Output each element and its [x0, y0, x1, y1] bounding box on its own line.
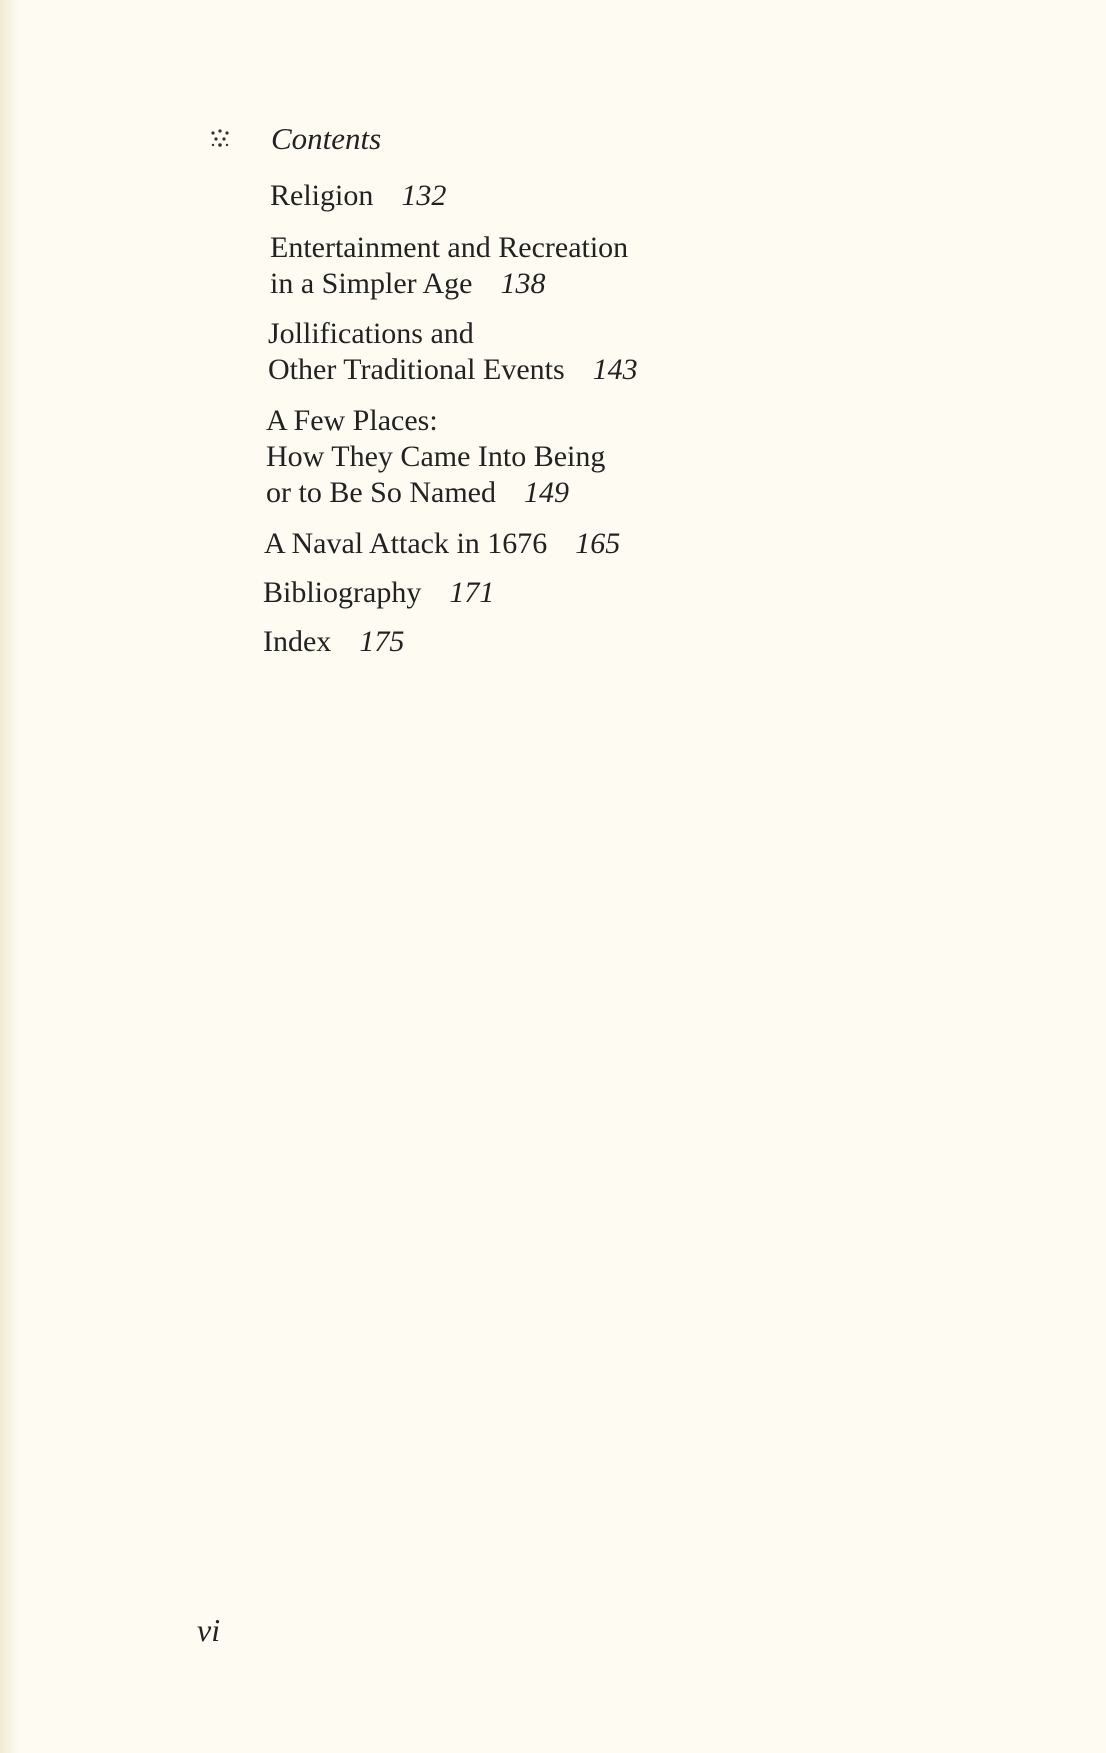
- toc-entry-line: [263, 575, 494, 611]
- toc-entry-page: 149: [523, 476, 569, 509]
- toc-entry-title: in a Simpler Age: [270, 267, 473, 300]
- toc-entry-line: [264, 526, 620, 562]
- toc-entry-line: [270, 266, 628, 302]
- toc-entry-page: 132: [401, 179, 447, 212]
- toc-entry-a-few-places: [266, 403, 605, 511]
- toc-entry-jollifications: [268, 316, 638, 388]
- toc-entry-bibliography: [263, 575, 494, 611]
- toc-entry-page: 138: [500, 267, 546, 300]
- toc-entry-page: 165: [575, 527, 621, 560]
- page-edge-shading: [0, 0, 18, 1753]
- page-folio: vi: [197, 1612, 221, 1648]
- toc-entry-line: A Few Places:: [266, 404, 438, 437]
- toc-entry-line: [268, 352, 638, 388]
- toc-entry-line: [266, 475, 605, 511]
- toc-entry-index: [263, 624, 404, 660]
- toc-entry-line: [270, 178, 446, 214]
- toc-entry-entertainment: [270, 230, 628, 302]
- toc-entry-religion: [270, 178, 446, 214]
- toc-entry-page: 171: [449, 576, 495, 609]
- toc-entry-page: 143: [592, 353, 638, 386]
- toc-entry-title: Index: [263, 625, 332, 658]
- toc-entry-naval-attack: [264, 526, 620, 562]
- toc-entry-title: Bibliography: [263, 576, 422, 609]
- toc-entry-line: Jollifications and: [268, 317, 474, 350]
- toc-entry-line: How They Came Into Being: [266, 440, 606, 473]
- toc-entry-title: or to Be So Named: [266, 476, 496, 509]
- toc-entry-title: Other Traditional Events: [268, 353, 565, 386]
- fleuron-icon: [209, 128, 231, 150]
- toc-entry-line: [263, 624, 404, 660]
- toc-entry-title: Religion: [270, 179, 374, 212]
- page-title: Contents: [271, 121, 382, 156]
- toc-entry-line: Entertainment and Recreation: [270, 231, 629, 264]
- toc-entry-title: A Naval Attack in 1676: [264, 527, 548, 560]
- toc-entry-page: 175: [359, 625, 405, 658]
